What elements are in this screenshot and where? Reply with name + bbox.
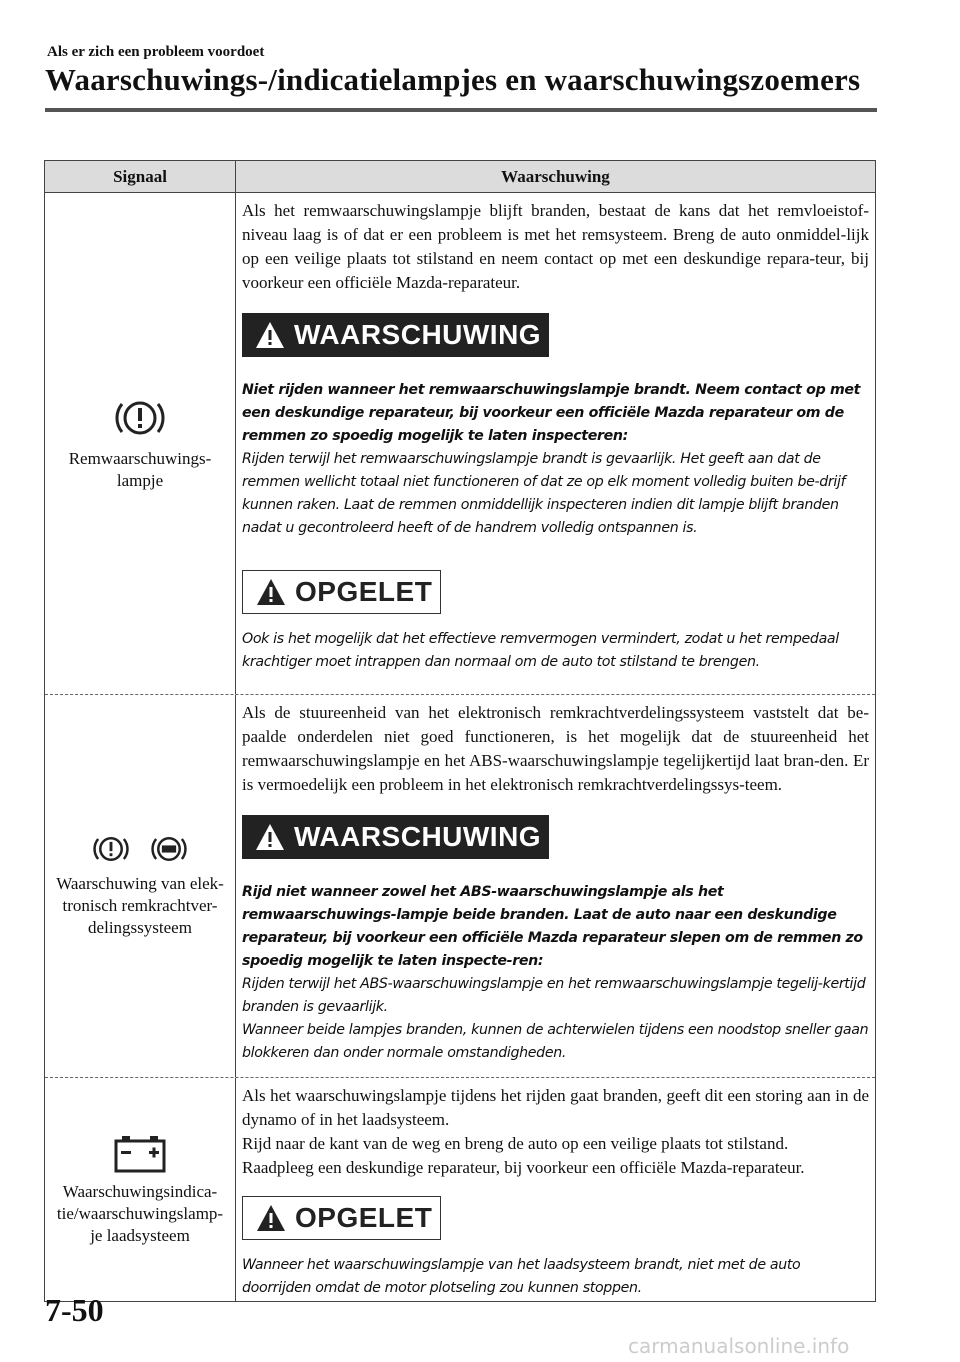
description-text: Als het waarschuwingslampje tijdens het rijden gaat branden, geeft dit een storing aan in de dynamo of in het laadsysteem. (242, 1086, 869, 1129)
abs-warning-icon (149, 833, 189, 865)
warning-text: Niet rijden wanneer het remwaarschuwingslampje brandt. Neem contact op met een deskundige reparateur, bij voorkeur een officiële Mazda reparateur om de remmen zo spoedig mogelijk te laten inspecteren: Rijden terwijl het remwaarschuwingslampje brandt is gevaarlijk. Het geeft aan dat de remmen wellicht totaal niet functioneren of dat ze op elk moment volledig buiten be-drijf kunnen raken. Laat de remmen onmiddellijk inspecteren indien dit lampje blijft branden nadat u gecontroleerd heeft of de handrem volledig ontspannen is. (242, 382, 861, 536)
table-header (45, 161, 875, 193)
warning-triangle-icon (254, 822, 286, 852)
caution-label: OPGELET (295, 1202, 433, 1233)
table-row (45, 695, 875, 1078)
section-label: Als er zich een probleem voordoet (47, 44, 265, 60)
page-title: Waarschuwings-/indicatielampjes en waarschuwingszoemers (45, 62, 861, 97)
caution-text: Wanneer het waarschuwingslampje van het laadsysteem brandt, niet met de auto doorrijden omdat de motor plotseling zou kunnen stoppen. (242, 1257, 801, 1296)
caution-triangle-icon (255, 577, 287, 607)
caution-badge (242, 1196, 441, 1240)
table-row (45, 193, 875, 695)
description-text: Als het remwaarschuwingslampje blijft branden, bestaat de kans dat het remvloeistof-niveau laag is of dat er een probleem is met het remsysteem. Breng de auto onmiddel-lijk op een veilige plaats tot stilstand en neem contact op met een deskundige repara-teur, bij voorkeur een officiële Mazda-reparateur. (242, 201, 869, 292)
signal-cell (45, 193, 236, 694)
warning-label: WAARSCHUWING (294, 319, 542, 350)
warning-label: WAARSCHUWING (294, 821, 542, 852)
battery-icon (112, 1133, 168, 1173)
warning-cell (236, 193, 875, 694)
caution-badge (242, 570, 441, 614)
brake-warning-icon (91, 833, 131, 865)
warning-triangle-icon (254, 320, 286, 350)
caution-triangle-icon (255, 1203, 287, 1233)
description-text: Rijd naar de kant van de weg en breng de auto op een veilige plaats tot stilstand. (242, 1134, 789, 1153)
signal-name: Remwaarschuwings- lampje (68, 448, 212, 490)
description-text: Raadpleeg een deskundige reparateur, bij voorkeur een officiële Mazda-reparateur. (242, 1158, 805, 1177)
brake-warning-icon (112, 396, 168, 440)
page-number: 7-50 (45, 1292, 104, 1328)
warning-cell (236, 1078, 875, 1301)
signal-name: Waarschuwingsindica- tie/waarschuwingslamp- je laadsysteem (56, 1181, 224, 1245)
warning-badge (242, 313, 549, 357)
signal-cell (45, 695, 236, 1077)
warning-text: Rijd niet wanneer zowel het ABS-waarschuwingslampje als het remwaarschuwings-lampje beide branden. Laat de auto naar een deskundige reparateur, bij voorkeur een officiële Mazda reparateur slepen om de remmen zo spoedig mogelijk te laten inspecte-ren: Rijden terwijl het ABS-waarschuwingslampje en het remwaarschuwingslampje tegelij-kertijd branden is gevaarlijk. Wanneer beide lampjes branden, kunnen de achterwielen tijdens een noodstop sneller gaan blokkeren dan onder normale omstandigheden. (242, 884, 869, 1061)
signal-cell (45, 1078, 236, 1301)
caution-text: Ook is het mogelijk dat het effectieve remvermogen vermindert, zodat u het rempedaal krachtiger moet intrappen dan normaal om de auto tot stilstand te brengen. (242, 631, 839, 670)
description-text: Als de stuureenheid van het elektronisch remkrachtverdelingssysteem vaststelt dat be-paalde onderdelen niet goed functioneren, is het mogelijk dat de stuureenheid het remwaarschuwingslampje en het ABS-waarschuwingslampje tegelijkertijd laat bran-den. Er is vermoedelijk een probleem in het elektronisch remkrachtverdelingssys-teem. (242, 703, 869, 794)
column-header-warning: Waarschuwing (501, 166, 610, 186)
signal-icons (91, 833, 189, 865)
column-header-signal: Signaal (45, 161, 236, 192)
title-divider (45, 108, 877, 112)
signal-name: Waarschuwing van elek- tronisch remkrachtver- delingssysteem (56, 874, 224, 937)
caution-label: OPGELET (295, 576, 433, 607)
table-row (45, 1078, 875, 1301)
warning-table (44, 160, 876, 1302)
warning-cell (236, 695, 875, 1077)
warning-badge (242, 815, 549, 859)
watermark: carmanualsonline.info (628, 1334, 850, 1358)
